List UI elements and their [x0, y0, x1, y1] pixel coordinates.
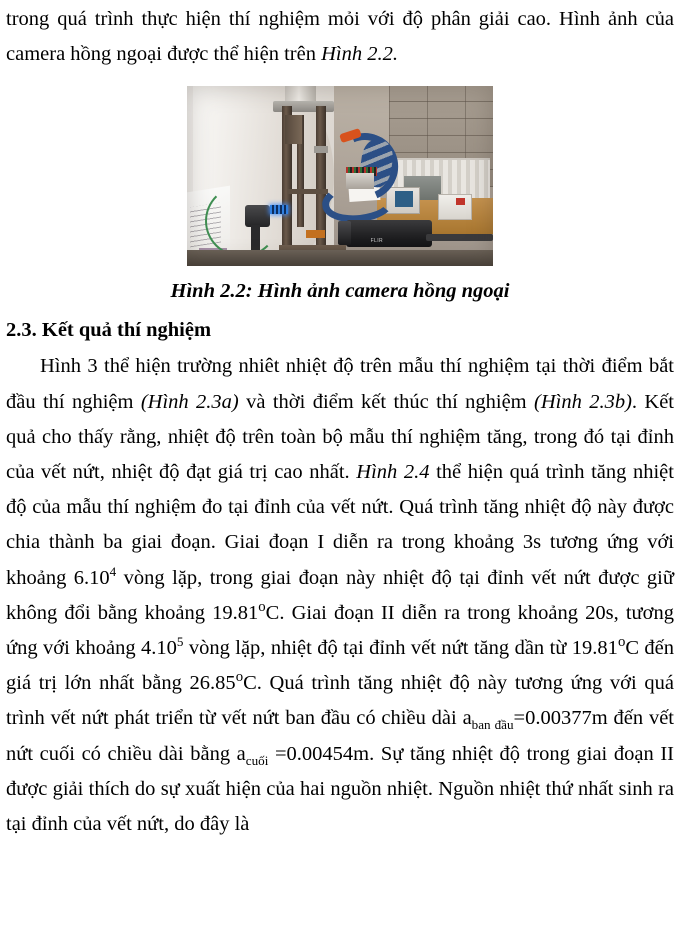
degree-symbol-1: o — [258, 599, 266, 615]
results-sentence-2d: vòng lặp, nhiệt độ tại đỉnh vết nứt tăng dần từ 19.81 — [183, 637, 618, 660]
figure-reference-2-3b: (Hình 2.3b) — [534, 390, 632, 413]
results-sentence-2e: C đến giá trị lớn nhất bằng 26.85 — [6, 637, 674, 695]
figure-reference-2-3a: (Hình 2.3a) — [140, 390, 239, 413]
degree-symbol-2: o — [617, 634, 626, 651]
results-sentence-1b: và thời điểm kết thúc thí nghiệm — [238, 390, 534, 413]
results-body — [6, 349, 674, 842]
results-sentence-1c: . Kết quả cho thấy rằng, nhiệt độ trên toàn bộ mẫu thí nghiệm tăng, trong đó tại đỉnh của vết nứt, nhiệt độ đạt giá trị cao nhất. — [6, 390, 674, 484]
continuation-line-2-prefix: của camera hồng ngoại được thể hiện trên — [6, 8, 675, 66]
exponent-5: 5 — [176, 634, 184, 650]
exponent-4: 4 — [109, 563, 117, 579]
results-sentence-2b: vòng lặp, trong giai đoạn này nhiệt độ tại đỉnh vết nứt được giữ không đổi bằng khoảng 19.81 — [6, 566, 674, 624]
section-heading-2-3: 2.3. Kết quả thí nghiệm — [6, 319, 212, 342]
continuation-paragraph — [6, 0, 674, 72]
degree-symbol-3: o — [235, 669, 244, 686]
figure-container — [6, 86, 674, 266]
subscript-ban-dau: ban đầu — [471, 717, 514, 733]
continuation-line-1: trong quá trình thực hiện thí nghiệm mỏi với độ phân giải cao. Hình ảnh — [6, 8, 638, 30]
results-sentence-2f: C. Quá trình tăng nhiệt độ này tương ứng với quá trình vết nứt phát triển từ vết nứt ban đầu có chiều dài a — [6, 672, 674, 730]
figure-caption: Hình 2.2: Hình ảnh camera hồng ngoại — [170, 280, 510, 303]
results-sentence-2h: =0.00454m. Sự tăng nhiệt độ trong giai đoạn II được giải thích do sự xuất hiện của hai nguồn nhiệt. Nguồn nhiệt thứ nhất sinh ra tại đỉnh của vết nứt, do đây là — [6, 742, 674, 836]
figure-reference-2-4: Hình 2.4 — [356, 461, 430, 484]
photo-vignette — [187, 86, 493, 266]
figure-reference-2-2: Hình 2.2. — [321, 43, 398, 66]
results-sentence-2c: C. Giai đoạn II diễn ra trong khoảng 20s, tương ứng với khoảng 4.10 — [6, 601, 674, 660]
photo-flir-brand-label: FLIR — [370, 237, 384, 244]
subscript-cuoi: cuối — [245, 752, 269, 768]
results-sentence-2g: =0.00377m đến vết nứt cuối có chiều dài bằng a — [6, 707, 674, 765]
infrared-camera-photo — [187, 86, 493, 266]
results-sentence-2a: thể hiện quá trình tăng nhiệt độ của mẫu thí nghiệm đo tại đỉnh của vết nứt. Quá trình tăng nhiệt độ này được chia thành ba giai đoạn. Giai đoạn I diễn ra trong khoảng 3s tương ứng với khoảng 6.10 — [6, 461, 674, 589]
results-sentence-1a: Hình 3 thể hiện trường nhiêt nhiệt độ trên mẫu thí nghiệm tại thời điểm bắt đầu thí nghiệm — [6, 355, 674, 413]
results-paragraph — [6, 349, 674, 842]
